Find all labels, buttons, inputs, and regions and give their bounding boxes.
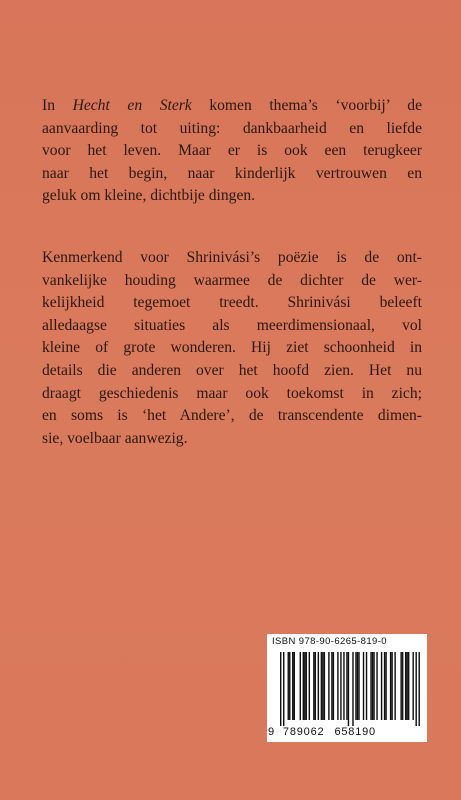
barcode-first-digit: 9 <box>268 726 275 738</box>
barcode-bars <box>280 652 420 726</box>
barcode-bar <box>280 652 281 726</box>
blurb-line: details die anderen over het hoofd zien. Het nu <box>42 361 422 379</box>
barcode-bar <box>300 652 301 720</box>
barcode-bar <box>370 652 371 720</box>
barcode-bar <box>306 652 307 720</box>
barcode-bar <box>384 652 385 720</box>
barcode-bar <box>390 652 391 720</box>
barcode-bar <box>418 652 419 726</box>
barcode-bar <box>415 652 416 726</box>
barcode-bar <box>337 652 338 720</box>
barcode-bar <box>376 652 377 720</box>
blurb-paragraph-1 <box>42 95 422 208</box>
barcode-bar <box>294 652 295 720</box>
barcode-digits <box>268 726 424 738</box>
barcode-bar <box>303 652 304 720</box>
barcode-bar <box>366 652 367 720</box>
barcode-bar <box>355 652 356 720</box>
barcode-bar <box>381 652 382 720</box>
barcode-bar <box>304 652 305 720</box>
barcode-bar <box>373 652 374 720</box>
blurb-line: voor het leven. Maar er is ook een terugkeer <box>42 142 422 160</box>
barcode-bar <box>340 652 341 720</box>
blurb-line: kelijkheid tegemoet treedt. Shrinivási beleeft <box>42 294 422 312</box>
barcode-bar <box>328 652 329 720</box>
blurb-line: geluk om kleine, dichtbije dingen. <box>42 187 256 205</box>
barcode-bar <box>321 652 322 720</box>
barcode-bar <box>313 652 314 720</box>
barcode-bar <box>406 652 407 720</box>
book-title: Hecht en Sterk <box>72 97 192 114</box>
blurb-line: alledaagse situaties als meerdimensionaal, vol <box>42 316 422 334</box>
barcode-bar <box>372 652 373 720</box>
barcode-bar <box>309 652 310 720</box>
barcode-bar <box>391 652 392 720</box>
barcode-bar <box>405 652 406 720</box>
blurb-line: aanvaarding tot uiting: dankbaarheid en liefde <box>42 119 422 137</box>
barcode-left-digits: 789062 <box>282 726 325 738</box>
blurb-line: kleine of grote wonderen. Hij ziet schoonheid in <box>42 339 422 357</box>
blurb-line: vankelijke houding waarmee de dichter de wer- <box>42 271 422 289</box>
barcode-graphic <box>280 652 420 726</box>
isbn-label: ISBN 978-90-6265-819-0 <box>272 636 387 647</box>
barcode-bar <box>318 652 319 720</box>
barcode-bar <box>412 652 413 720</box>
blurb-line: In Hecht en Sterk komen thema’s ‘voorbij’ de <box>42 97 422 114</box>
blurb-line: draagt geschiedenis maar ook toekomst in zich; <box>42 384 422 402</box>
barcode-bar <box>283 652 284 726</box>
barcode-bar <box>346 652 347 720</box>
blurb-paragraph-2 <box>42 247 422 450</box>
barcode-bar <box>288 652 289 720</box>
barcode-bar <box>402 652 403 720</box>
barcode-bar <box>357 652 358 720</box>
barcode-bar <box>385 652 386 720</box>
blurb-line: naar het begin, naar kinderlijk vertrouwen en <box>42 164 422 182</box>
barcode-bar <box>331 652 332 720</box>
barcode-bar <box>289 652 290 720</box>
blurb-line: sie, voelbaar aanwezig. <box>42 429 188 447</box>
blurb-line: Kenmerkend voor Shrinivási’s poëzie is de ont- <box>42 249 422 266</box>
barcode-bar <box>394 652 395 720</box>
barcode-bar <box>324 652 325 720</box>
barcode-bar <box>348 652 349 726</box>
barcode-bar <box>292 652 293 720</box>
barcode-bar <box>358 652 359 720</box>
barcode-bar <box>400 652 401 720</box>
barcode-bar <box>343 652 344 720</box>
barcode-right-digits: 658190 <box>334 726 376 738</box>
barcode-bar <box>333 652 334 720</box>
barcode-bar <box>352 652 353 726</box>
barcode-bar <box>315 652 316 720</box>
barcode-bar <box>322 652 323 720</box>
barcode-bar <box>408 652 409 720</box>
blurb-line: en soms is ‘het Andere’, de transcendente dimen- <box>42 407 422 425</box>
barcode-bar <box>363 652 364 720</box>
